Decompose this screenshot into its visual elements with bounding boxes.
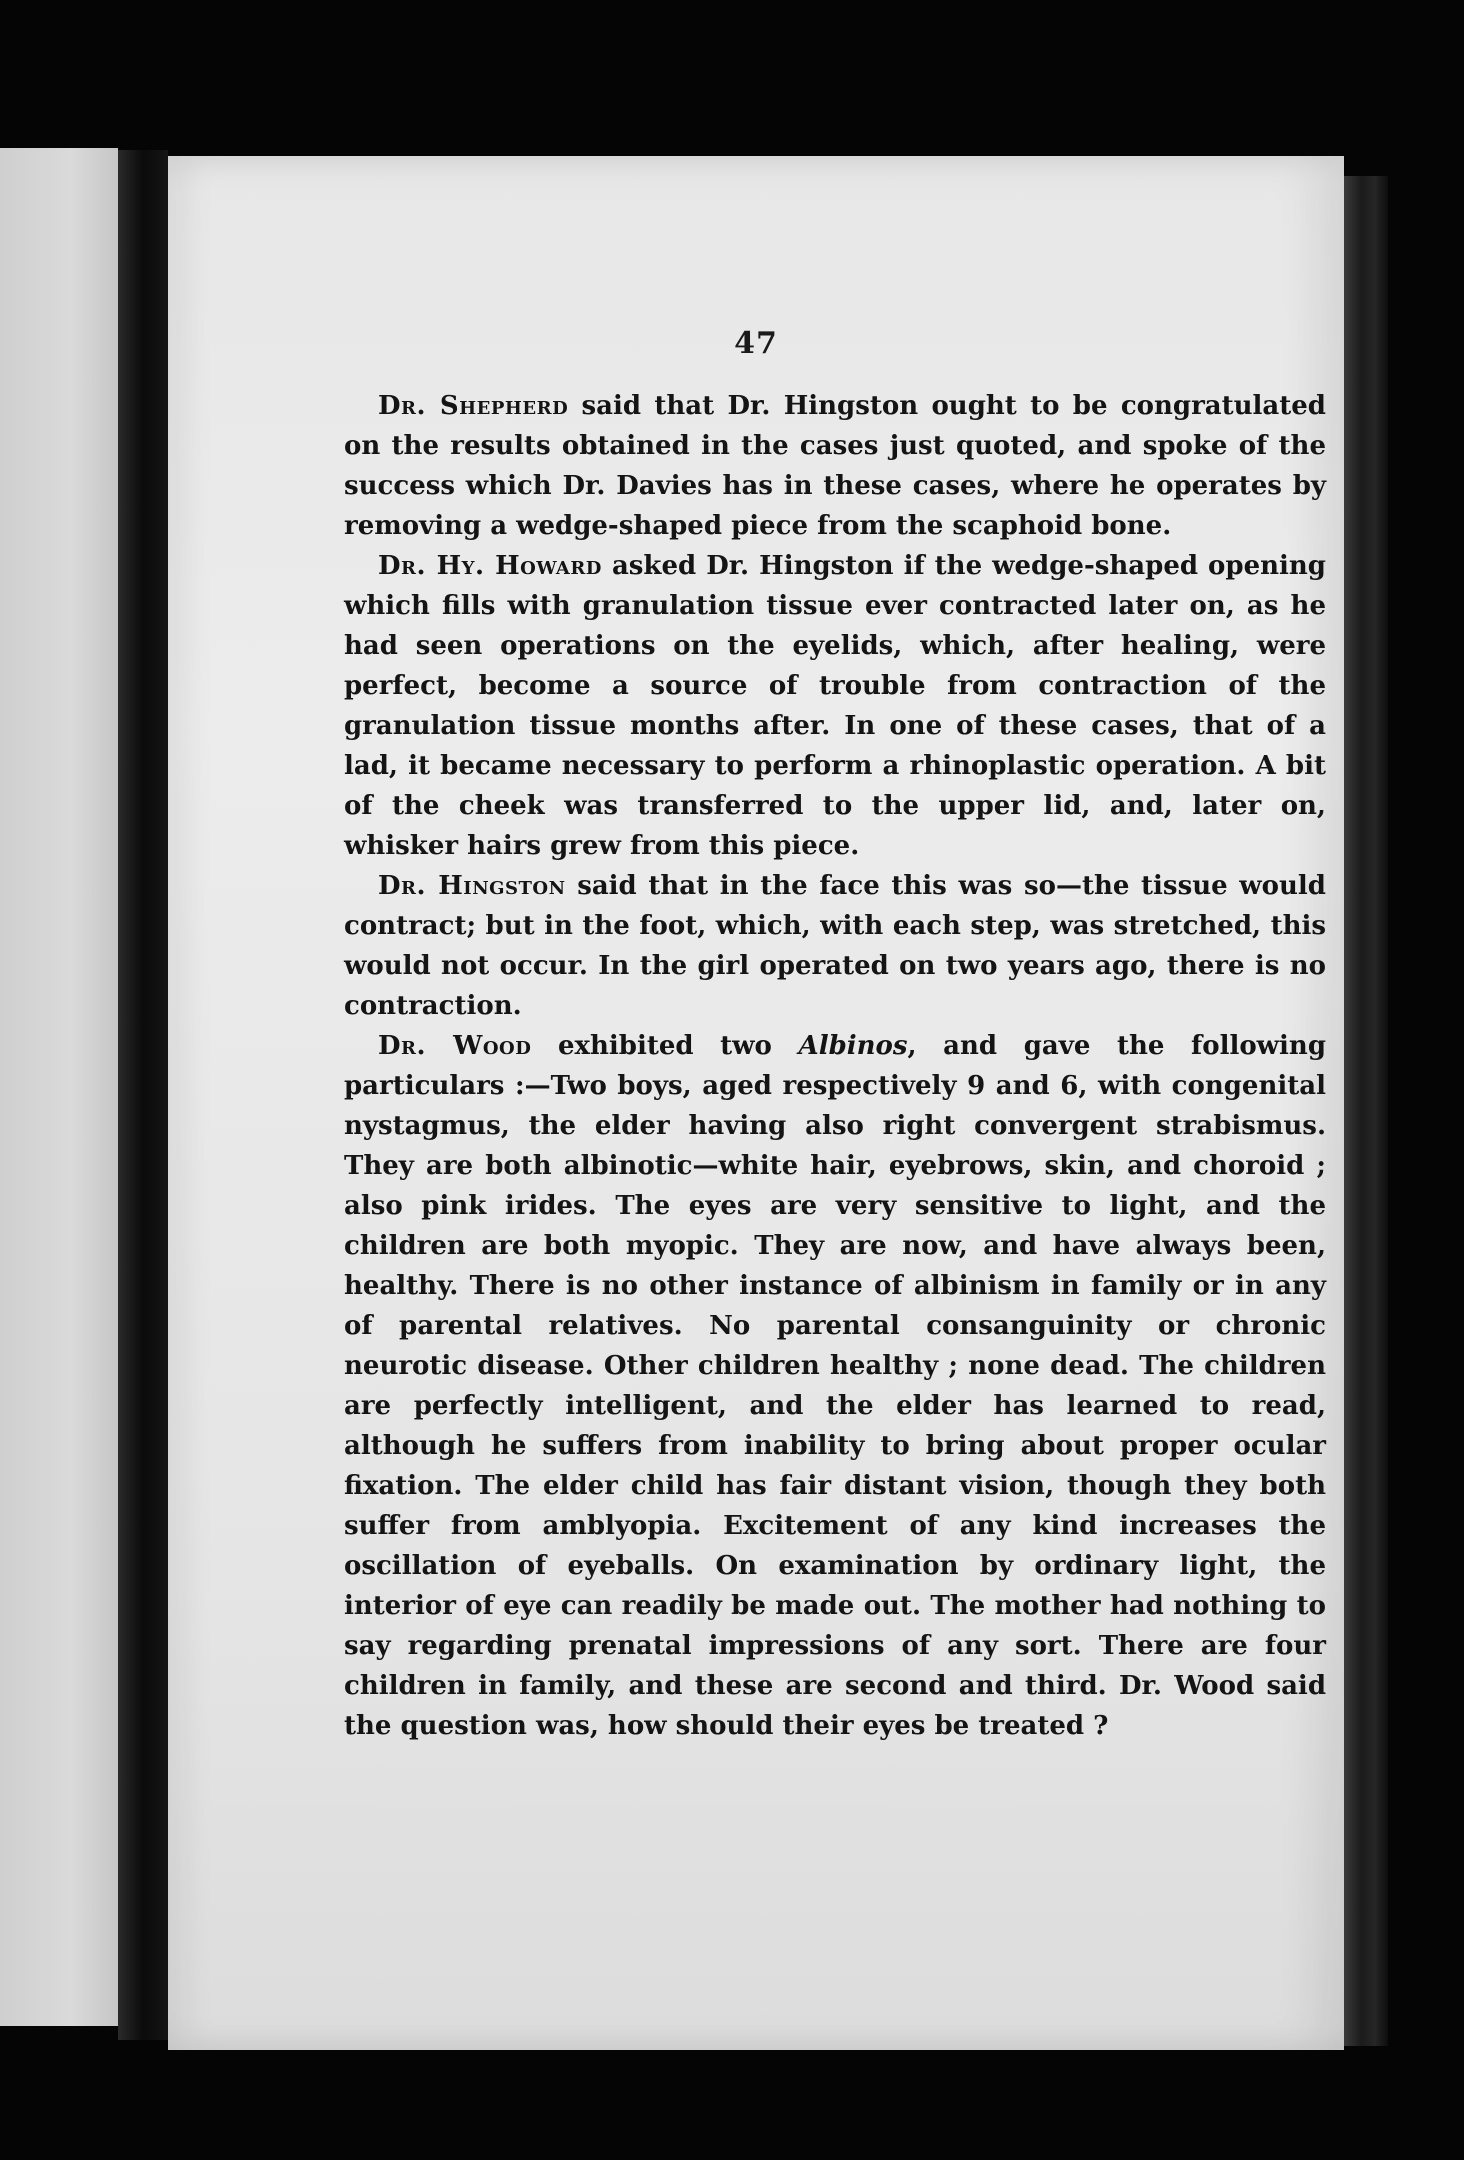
- speaker-name: Dr. Hingston: [378, 871, 566, 901]
- paragraph-text-intro: exhibited two: [531, 1031, 799, 1061]
- paragraph-shepherd: [344, 386, 1326, 546]
- paragraph-wood: [344, 1026, 1326, 1746]
- page-text: [344, 386, 1326, 1746]
- left-page-edge: [0, 148, 118, 2026]
- page-number: 47: [734, 326, 778, 361]
- speaker-name: Dr. Hy. Howard: [378, 551, 602, 581]
- speaker-name: Dr. Shepherd: [378, 391, 569, 421]
- speaker-name: Dr. Wood: [378, 1031, 532, 1061]
- paragraph-hingston: [344, 866, 1326, 1026]
- paragraph-text: said that in the face this was so—the tissue would contract; but in the foot, which, with each step, was stretched, this would not occur. In the girl operated on two years ago, there is no contraction.: [344, 871, 1326, 1021]
- paragraph-text: asked Dr. Hingston if the wedge-shaped opening which fills with granulation tissue ever contracted later on, as he had seen operations on the eyelids, which, after healing, were perfect, become a source of trouble from contraction of the granulation tissue months after. In one of these cases, that of a lad, it became necessary to perform a rhinoplastic operation. A bit of the cheek was transferred to the upper lid, and, later on, whisker hairs grew from this piece.: [344, 551, 1326, 861]
- right-page-edge: [1344, 176, 1388, 2046]
- book-gutter: [118, 150, 168, 2040]
- book-page: [168, 156, 1344, 2050]
- paragraph-howard: [344, 546, 1326, 866]
- paragraph-text: said that Dr. Hingston ought to be congratulated on the results obtained in the cases just quoted, and spoke of the success which Dr. Davies has in these cases, where he operates by removing a wedge-shaped piece from the scaphoid bone.: [344, 391, 1326, 541]
- paragraph-text: , and gave the following particulars :—Two boys, aged respectively 9 and 6, with congenital nystagmus, the elder having also right convergent strabismus. They are both albinotic—white hair, eyebrows, skin, and choroid ; also pink irides. The eyes are very sensitive to light, and the children are both myopic. They are now, and have always been, healthy. There is no other instance of albinism in family or in any of parental relatives. No parental consanguinity or chronic neurotic disease. Other children healthy ; none dead. The children are perfectly intelligent, and the elder has learned to read, although he suffers from inability to bring about proper ocular fixation. The elder child has fair distant vision, though they both suffer from amblyopia. Excitement of any kind increases the oscillation of eyeballs. On examination by ordinary light, the interior of eye can readily be made out. The mother had nothing to say regarding prenatal impressions of any sort. There are four children in family, and these are second and third. Dr. Wood said the question was, how should their eyes be treated ?: [344, 1031, 1327, 1741]
- emphasis-term: Albinos: [798, 1031, 908, 1061]
